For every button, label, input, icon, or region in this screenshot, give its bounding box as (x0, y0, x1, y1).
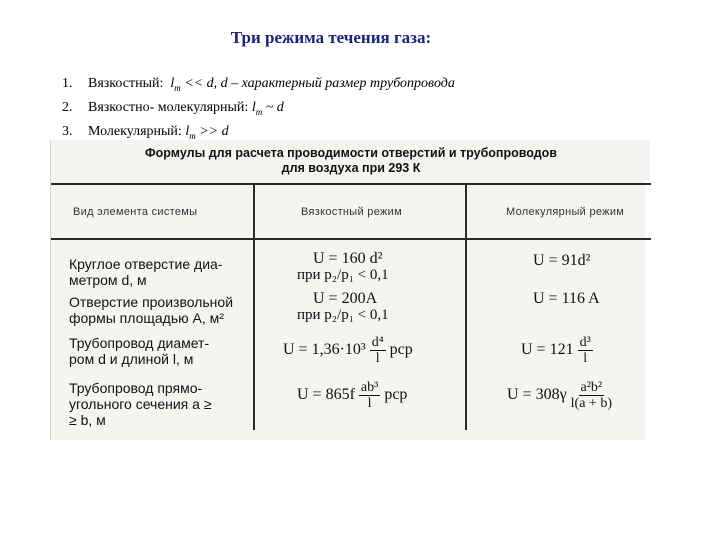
numerator: a²b² (580, 380, 603, 395)
table-row-label (69, 256, 249, 288)
formula-lhs: U = 121 (521, 341, 574, 359)
formula-lhs: U = 1,36·10³ (283, 341, 366, 359)
table-row-label (69, 380, 249, 428)
label-line: ром d и длиной l, м (69, 351, 194, 367)
table-header-rule (51, 238, 651, 240)
molecular-formula (521, 335, 593, 366)
formula-lhs: U = 308γ (507, 386, 567, 404)
viscous-condition: при p₂/p₁ < 0,1 (297, 267, 389, 283)
viscous-condition: при p₂/p₁ < 0,1 (297, 307, 389, 323)
label-line: Трубопровод прямо- (69, 380, 203, 396)
numerator: ab³ (360, 380, 379, 395)
molecular-formula: U = 91d² (533, 252, 591, 269)
column-divider (465, 184, 467, 430)
viscous-formula (283, 335, 413, 366)
fraction (359, 380, 380, 411)
denominator: l(a + b) (570, 396, 612, 411)
scan-edge (645, 180, 651, 468)
table-top-rule (51, 183, 651, 185)
symbol-subscript: m (174, 82, 181, 93)
slide-title: Три режима течения газа: (230, 28, 432, 47)
label-line: метром d, м (69, 272, 147, 288)
formula-table-scan (50, 140, 650, 440)
column-header: Вид элемента системы (73, 206, 198, 218)
viscous-formula: U = 160 d² (313, 250, 383, 267)
regime-name: Вязкостный: (88, 76, 164, 91)
item-number: 1. (62, 76, 73, 91)
numerator: d⁴ (371, 335, 384, 350)
regime-condition: << d, d – характерный размер трубопровода (180, 76, 455, 91)
label-line: ≥ b, м (69, 412, 106, 428)
column-header: Вязкостный режим (301, 206, 402, 218)
regime-condition: ~ d (262, 99, 284, 115)
table-row-label (69, 335, 249, 367)
formula-lhs: U = 865f (297, 386, 355, 404)
item-number: 3. (62, 123, 73, 139)
regime-list (62, 74, 455, 145)
denominator: l (375, 351, 380, 366)
denominator: l (583, 351, 588, 366)
mean-free-path-symbol: l (185, 123, 190, 139)
mean-free-path-symbol: l (251, 99, 256, 115)
caption-line: Формулы для расчета проводимости отверстий и трубопроводов (145, 146, 557, 160)
regime-name: Вязкостно- молекулярный: (88, 99, 249, 115)
table-caption (51, 146, 651, 176)
label-line: Отверстие произвольной (69, 294, 234, 310)
formula-tail: pср (384, 386, 408, 404)
label-line: формы площадью A, м² (69, 310, 224, 326)
column-header: Молекулярный режим (506, 206, 625, 218)
regime-item (62, 98, 455, 122)
fraction (571, 380, 612, 411)
regime-item (62, 74, 455, 98)
regime-name: Молекулярный: (88, 123, 182, 139)
label-line: Трубопровод диамет- (69, 335, 210, 351)
numerator: d³ (579, 335, 591, 350)
label-line: угольного сечения a ≥ (69, 396, 212, 412)
fraction (578, 335, 593, 366)
formula-tail: pср (389, 341, 413, 359)
item-number: 2. (62, 99, 73, 115)
molecular-formula (507, 380, 612, 411)
table-row-label (69, 294, 249, 326)
viscous-formula (297, 380, 407, 411)
column-divider (253, 184, 255, 430)
regime-condition: >> d (195, 123, 229, 139)
symbol-subscript: m (189, 130, 196, 141)
molecular-formula: U = 116 A (533, 290, 600, 307)
mean-free-path-symbol: l (170, 76, 175, 91)
caption-line: для воздуха при 293 К (281, 161, 421, 175)
fraction (370, 335, 386, 366)
symbol-subscript: m (255, 106, 263, 117)
denominator: l (367, 396, 372, 411)
viscous-formula: U = 200A (313, 290, 378, 307)
label-line: Круглое отверстие диа- (69, 256, 223, 272)
